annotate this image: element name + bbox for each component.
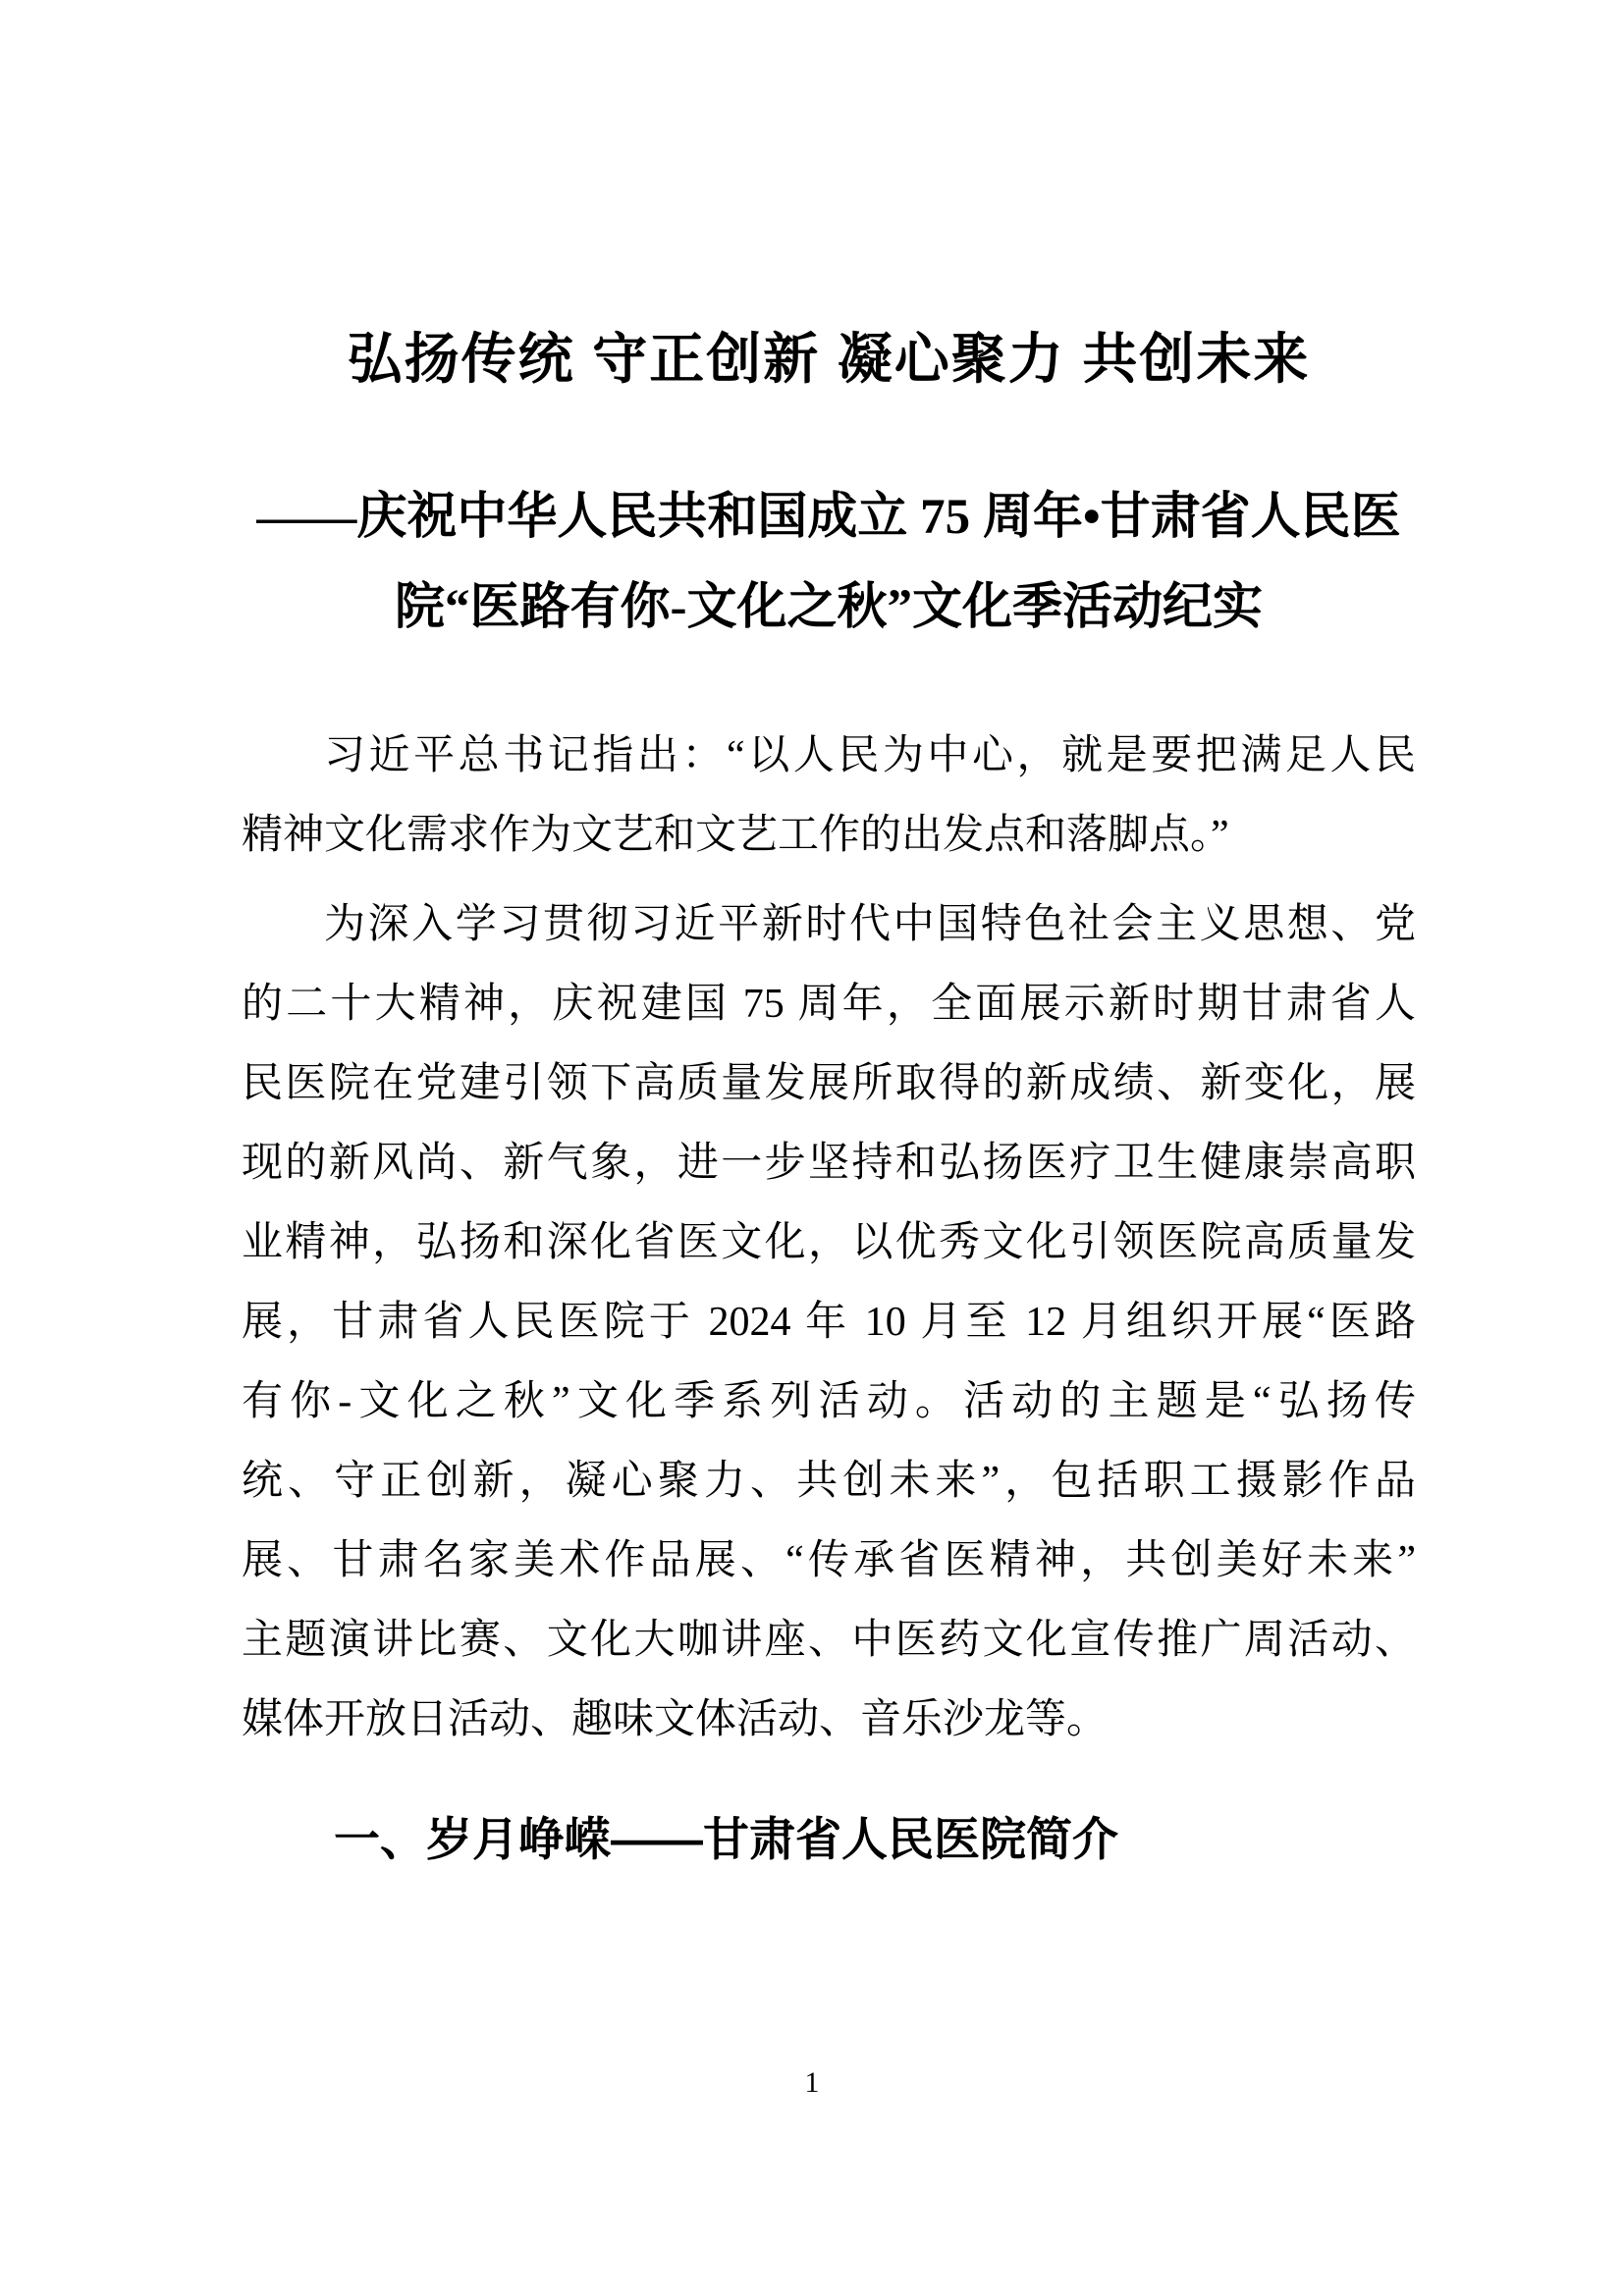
body-line: 现的新风尚、新气象，进一步坚持和弘扬医疗卫生健康崇高职 [242, 1141, 1416, 1186]
body-line: 展，甘肃省人民医院于 2024 年 10 月至 12 月组织开展“医路 [242, 1300, 1416, 1345]
body-line: 精神文化需求作为文艺和文艺工作的出发点和落脚点。” [242, 813, 1229, 858]
body-line: 习近平总书记指出：“以人民为中心，就是要把满足人民 [324, 733, 1416, 778]
body-line: 为深入学习贯彻习近平新时代中国特色社会主义思想、党 [324, 902, 1416, 947]
body-line: 展、甘肃名家美术作品展、“传承省医精神，共创美好未来” [242, 1538, 1416, 1583]
body-line: 统、守正创新，凝心聚力、共创未来”，包括职工摄影作品 [242, 1459, 1416, 1504]
body-line: 业精神，弘扬和深化省医文化，以优秀文化引领医院高质量发 [242, 1220, 1416, 1265]
paragraph-2 [242, 885, 1416, 1760]
body-line: 民医院在党建引领下高质量发展所取得的新成绩、新变化，展 [242, 1061, 1416, 1106]
subtitle-line-1: ——庆祝中华人民共和国成立 75 周年•甘肃省人民医 [256, 490, 1401, 545]
document-body [242, 717, 1416, 1879]
section-heading: 一、岁月峥嵘——甘肃省人民医院简介 [334, 1813, 1118, 1865]
document-subtitle [242, 472, 1416, 653]
document-title: 弘扬传统 守正创新 凝心聚力 共创未来 [347, 328, 1311, 390]
page-number: 1 [804, 2066, 820, 2099]
subtitle-line-2: 院“医路有你-文化之秋”文化季活动纪实 [395, 580, 1263, 635]
body-line: 的二十大精神，庆祝建国 75 周年，全面展示新时期甘肃省人 [242, 982, 1416, 1027]
paragraph-1 [242, 717, 1416, 876]
body-line: 媒体开放日活动、趣味文体活动、音乐沙龙等。 [242, 1697, 1109, 1742]
document-content [242, 324, 1416, 1879]
body-line: 主题演讲比赛、文化大咖讲座、中医药文化宣传推广周活动、 [242, 1618, 1416, 1663]
body-line: 有你-文化之秋”文化季系列活动。活动的主题是“弘扬传 [242, 1379, 1416, 1424]
